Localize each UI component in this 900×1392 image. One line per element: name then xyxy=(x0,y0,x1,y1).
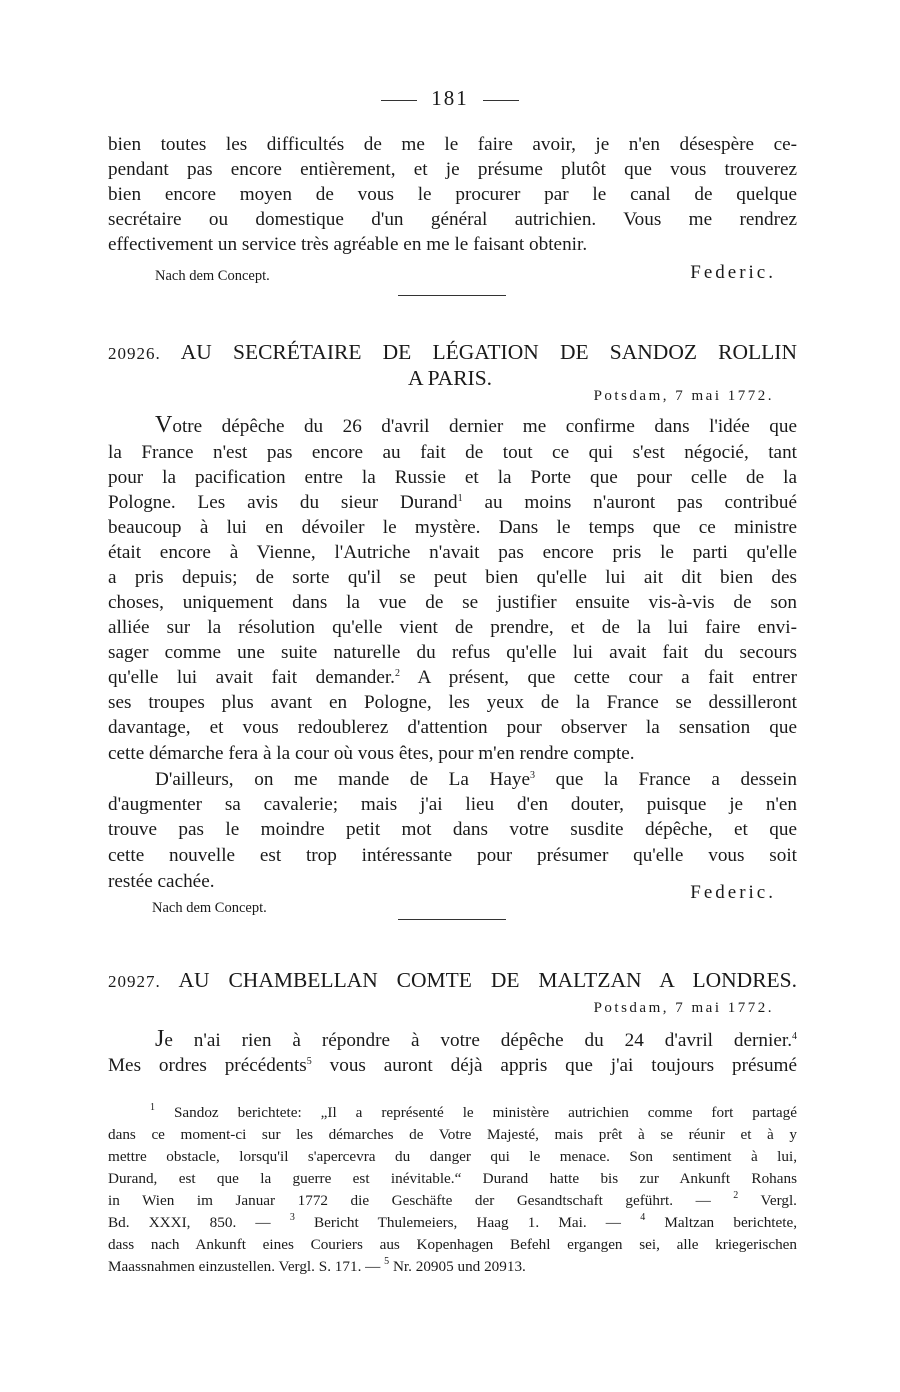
footnote-line: Bd. XXXI, 850. — $^3$ Bericht Thulemeiers, Haag 1. Mai. — $^4$ Maltzan berichtete, xyxy=(108,1212,798,1231)
footnote-mark: 1 xyxy=(150,1102,155,1113)
section-rule xyxy=(398,295,506,296)
footnote-mark: 5 xyxy=(384,1256,390,1267)
text-line: cette démarche fera à la cour où vous êtes, pour m'en rendre compte. xyxy=(108,743,635,764)
text-line: a pris depuis; de sorte qu'il se peut bien qu'elle lui ait dit bien des xyxy=(108,567,797,588)
text-line: secrétaire ou domestique d'un général autrichien. Vous me rendrez xyxy=(108,209,797,230)
text-line: choses, uniquement dans la vue de se justifier ensuite vis-à-vis de son xyxy=(108,592,797,613)
text-line: cette nouvelle est trop intéressante pour présumer qu'elle vous soit xyxy=(108,845,797,866)
page-number-header xyxy=(0,86,900,111)
right-dash xyxy=(483,100,519,101)
dateline: Potsdam, 7 mai 1772. xyxy=(593,1000,774,1016)
text-line: trouve pas le moindre petit mot dans votre susdite dépêche, et que xyxy=(108,819,797,840)
letter-number: 20926. xyxy=(108,344,161,363)
text-line: D'ailleurs, on me mande de La Haye$^3$ que la France a dessein xyxy=(155,769,797,790)
text-line: bien toutes les difficultés de me le faire avoir, je n'en désespère ce- xyxy=(108,134,797,155)
text-line: Votre dépêche du 26 d'avril dernier me confirme dans l'idée que xyxy=(155,412,797,438)
text-line: beaucoup à lui en dévoiler le mystère. Dans le temps que ce ministre xyxy=(108,517,797,538)
signature: Federic. xyxy=(690,262,776,283)
text-line: qu'elle lui avait fait demander.$^2$ A présent, que cette cour a fait entrer xyxy=(108,667,797,688)
footnote-line: Durand, est que la guerre est inévitable.“ Durand hatte bis zur Ankunft Rohans xyxy=(108,1170,797,1187)
text-line: effectivement un service très agréable en me le faisant obtenir. xyxy=(108,234,588,255)
text-line: était encore à Vienne, l'Autriche n'avait pas encore pris le parti qu'elle xyxy=(108,542,797,563)
footnote-ref: 5 xyxy=(306,1056,312,1067)
letter-heading-text: AU SECRÉTAIRE DE LÉGATION DE SANDOZ ROLLIN xyxy=(180,340,797,364)
text-line: Je n'ai rien à répondre à votre dépêche du 24 d'avril dernier.$^4$ xyxy=(155,1026,797,1052)
letter-heading-text: AU CHAMBELLAN COMTE DE MALTZAN A LONDRES. xyxy=(178,968,797,992)
letter-heading-line2: A PARIS. xyxy=(407,366,493,390)
footnote-mark: 2 xyxy=(733,1190,739,1201)
letter-number: 20927. xyxy=(108,972,161,991)
footnote-line: $^1$ Sandoz berichtete: „Il a représenté le ministère autrichien comme fort partagé xyxy=(150,1102,797,1121)
section-rule xyxy=(398,919,506,920)
footnote-line: dass nach Ankunft eines Couriers aus Kopenhagen Befehl ergangen sei, alle kriegerischen xyxy=(108,1236,797,1253)
source-note: Nach dem Concept. xyxy=(155,268,270,284)
footnote-line: dans ce moment-ci sur les démarches de Votre Majesté, mais prêt à se réunir et à y xyxy=(108,1126,797,1143)
footnote-ref: 2 xyxy=(394,668,400,679)
text-line: pendant pas encore entièrement, et je présume plutôt que vous trouverez xyxy=(108,159,797,180)
footnote-line: mettre obstacle, lorsqu'il s'apercevra du danger qui le menace. Son sentiment à lui, xyxy=(108,1148,797,1165)
footnote-ref: 1 xyxy=(457,493,463,504)
text-line: la France n'est pas encore au fait de tout ce qui s'est négocié, tant xyxy=(108,442,797,463)
footnote-line: in Wien im Januar 1772 die Geschäfte der Gesandtschaft geführt. — $^2$ Vergl. xyxy=(108,1190,797,1209)
text-line: davantage, et vous redoublerez d'attention pour observer la sensation que xyxy=(108,717,797,738)
initial-letter: J xyxy=(155,1026,165,1052)
text-line: ses troupes plus avant en Pologne, les yeux de la France se dessilleront xyxy=(108,692,797,713)
text-line: sager comme une suite naturelle du refus qu'elle lui avait fait du secours xyxy=(108,642,797,663)
initial-letter: V xyxy=(155,412,173,438)
text-line: restée cachée. xyxy=(108,871,215,892)
page-number: 181 xyxy=(431,86,469,110)
text-line: bien encore moyen de vous le procurer par le canal de quelque xyxy=(108,184,797,205)
text-line: pour la pacification entre la Russie et la Porte que pour celle de la xyxy=(108,467,797,488)
letter-heading xyxy=(108,968,797,994)
text-line: Mes ordres précédents$^5$ vous auront déjà appris que j'ai toujours présumé xyxy=(108,1055,798,1076)
footnote-ref: 3 xyxy=(530,770,536,781)
footnote-mark: 4 xyxy=(640,1212,646,1223)
footnote-mark: 3 xyxy=(289,1212,295,1223)
text-line: d'augmenter sa cavalerie; mais j'ai lieu d'en douter, puisque je n'en xyxy=(108,794,797,815)
letter-heading xyxy=(108,340,797,366)
signature: Federic. xyxy=(690,882,776,903)
text-line: alliée sur la résolution qu'elle vient de prendre, et de la lui faire envi- xyxy=(108,617,797,638)
left-dash xyxy=(381,100,417,101)
dateline: Potsdam, 7 mai 1772. xyxy=(593,388,774,404)
footnote-line: Maassnahmen einzustellen. Vergl. S. 171. — $^5$ Nr. 20905 und 20913. xyxy=(108,1256,526,1275)
text-line: Pologne. Les avis du sieur Durand$^1$ au moins n'auront pas contribué xyxy=(108,492,797,513)
footnote-ref: 4 xyxy=(792,1031,797,1042)
source-note: Nach dem Concept. xyxy=(152,900,267,916)
